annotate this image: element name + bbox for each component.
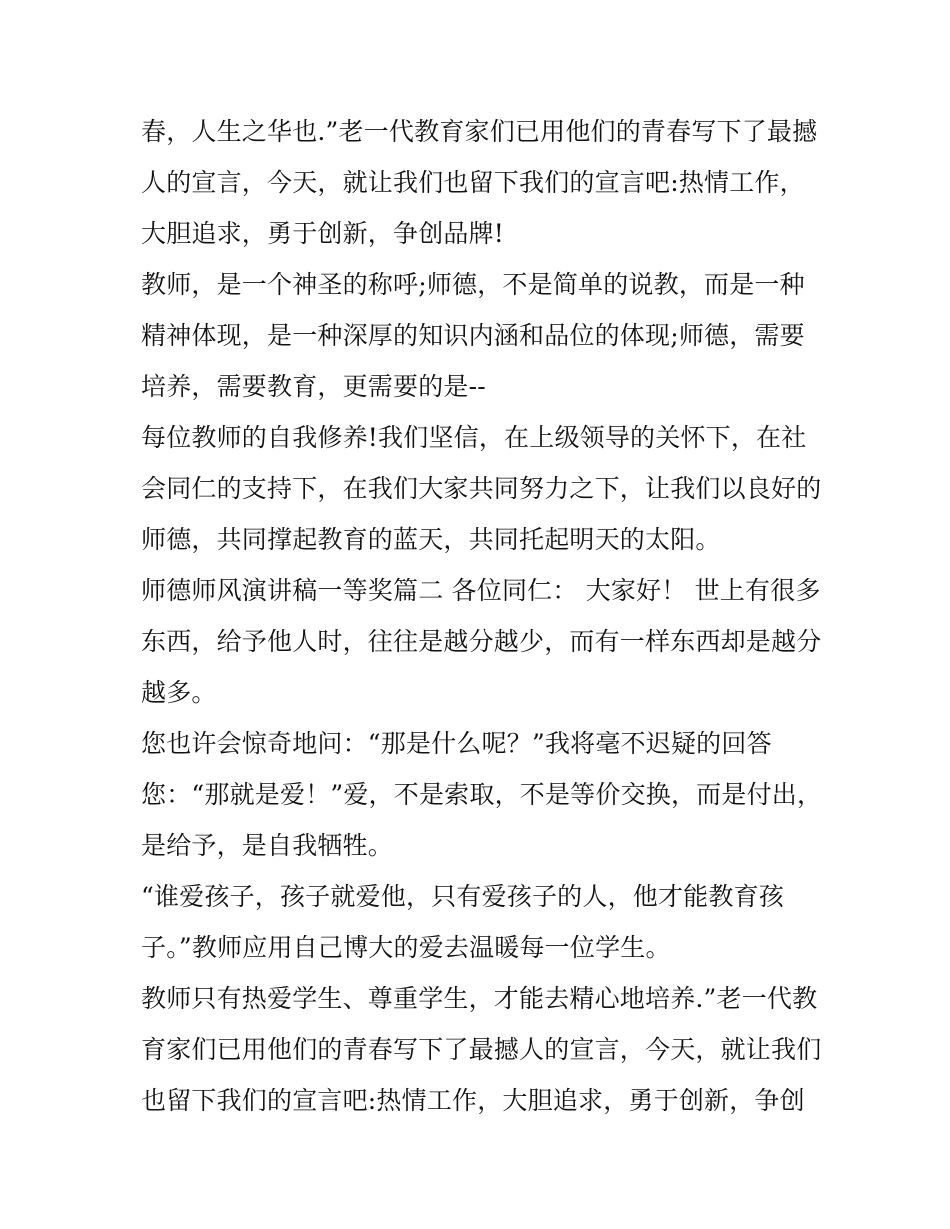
text-line: 会同仁的支持下，在我们大家共同努力之下，让我们以良好的	[141, 474, 822, 503]
text-line: 育家们已用他们的青春写下了最撼人的宣言，今天，就让我们	[141, 1035, 822, 1064]
text-line: 您也许会惊奇地问：“那是什么呢？”我将毫不迟疑的回答	[141, 729, 772, 758]
text-line: 是给予，是自我牺牲。	[141, 831, 394, 860]
text-line: 教师只有热爱学生、尊重学生，才能去精心地培养.”老一代教	[141, 984, 818, 1013]
text-line: 每位教师的自我修养!我们坚信，在上级领导的关怀下，在社	[141, 423, 807, 452]
text-line: 越多。	[141, 678, 217, 707]
text-line: 东西，给予他人时，往往是越分越少，而有一样东西却是越分	[141, 627, 822, 656]
text-line: “谁爱孩子，孩子就爱他，只有爱孩子的人，他才能教育孩	[141, 882, 784, 911]
text-line: 师德，共同撑起教育的蓝天，共同托起明天的太阳。	[141, 525, 721, 554]
text-line: 教师，是一个神圣的称呼;师德，不是简单的说教，而是一种	[141, 270, 805, 299]
document-body	[141, 106, 821, 1126]
text-line: 大胆追求，勇于创新，争创品牌!	[141, 219, 505, 248]
text-line: 子。”教师应用自己博大的爱去温暖每一位学生。	[141, 933, 671, 962]
text-line: 培养，需要教育，更需要的是--	[141, 372, 486, 401]
text-line: 精神体现，是一种深厚的知识内涵和品位的体现;师德，需要	[141, 321, 805, 350]
text-line: 人的宣言，今天，就让我们也留下我们的宣言吧:热情工作，	[141, 168, 805, 197]
text-line: 春，人生之华也.”老一代教育家们已用他们的青春写下了最撼	[141, 117, 818, 146]
text-line: 您：“那就是爱！”爱，不是索取，不是等价交换，而是付出，	[141, 780, 823, 809]
text-line: 师德师风演讲稿一等奖篇二 各位同仁： 大家好！ 世上有很多	[141, 576, 821, 605]
text-line: 也留下我们的宣言吧:热情工作，大胆追求，勇于创新，争创	[141, 1086, 805, 1115]
